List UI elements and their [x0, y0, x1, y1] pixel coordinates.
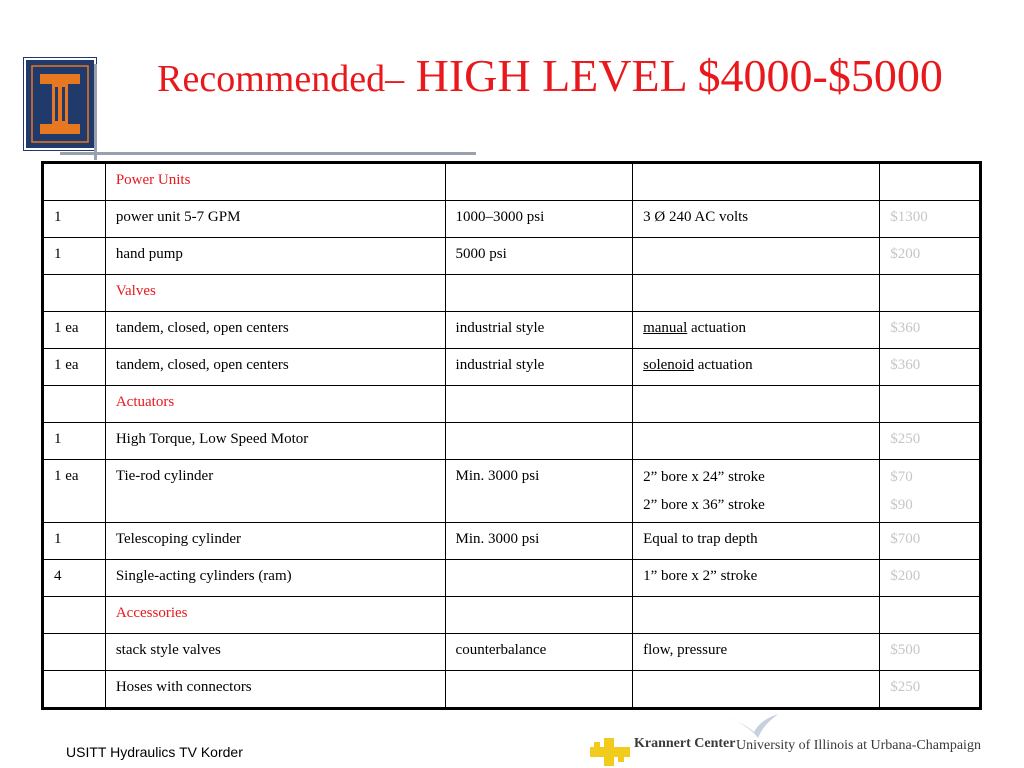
item-cell: stack style valves: [105, 634, 445, 671]
drive-cell: [633, 386, 880, 423]
spec-cell: Min. 3000 psi: [445, 523, 633, 560]
title-main: HIGH LEVEL $4000-$5000: [404, 50, 943, 101]
spec-cell: 5000 psi: [445, 238, 633, 275]
price-cell: $250: [880, 423, 981, 460]
item-cell: hand pump: [105, 238, 445, 275]
price-cell: $200: [880, 238, 981, 275]
price-line: $90: [890, 497, 913, 513]
price-cell: $500: [880, 634, 981, 671]
item-cell: [105, 201, 445, 238]
spec-cell: [445, 163, 633, 201]
drive-cell: [633, 312, 880, 349]
price-cell: [880, 460, 981, 523]
item-cell: Hoses with connectors: [105, 671, 445, 709]
drive-cell: [633, 275, 880, 312]
price-line: $70: [890, 469, 913, 485]
spec-cell: [445, 275, 633, 312]
spec-cell: 1000–3000 psi: [445, 201, 633, 238]
actuation-type: manual: [643, 320, 688, 336]
drive-line: 2” bore x 36” stroke: [643, 497, 765, 513]
table-row-category: [43, 386, 981, 423]
category-label: Accessories: [105, 597, 445, 634]
drive-cell: [633, 349, 880, 386]
drive-cell: [633, 671, 880, 709]
spec-cell: [445, 386, 633, 423]
price-cell: $360: [880, 312, 981, 349]
table-row-category: [43, 275, 981, 312]
table-row: [43, 460, 981, 523]
item-text: Single-acting cylinders: [115, 568, 259, 584]
spec-cell: [445, 597, 633, 634]
actuation-type: solenoid: [643, 357, 694, 373]
qty-cell: [43, 275, 106, 312]
table-row: [43, 201, 981, 238]
price-cell: $360: [880, 349, 981, 386]
slide-title: [110, 50, 990, 113]
krannert-name: Krannert Center: [634, 736, 736, 751]
item-note: (ram): [258, 568, 292, 584]
category-label: Power Units: [105, 163, 445, 201]
price-cell: [880, 386, 981, 423]
decorative-vertical-rule: [94, 64, 97, 160]
item-cell: tandem, closed, open centers: [105, 312, 445, 349]
qty-cell: 4: [43, 560, 106, 597]
qty-cell: 1: [43, 423, 106, 460]
price-cell: [880, 597, 981, 634]
qty-cell: 1 ea: [43, 312, 106, 349]
qty-cell: 1 ea: [43, 349, 106, 386]
price-cell: $200: [880, 560, 981, 597]
qty-cell: [43, 671, 106, 709]
drive-cell: 3 Ø 240 AC volts: [633, 201, 880, 238]
category-label: Actuators: [105, 386, 445, 423]
table-row-category: [43, 163, 981, 201]
krannert-cross-icon: [590, 738, 630, 766]
spec-cell: [445, 560, 633, 597]
drive-cell: [633, 423, 880, 460]
table-row: [43, 523, 981, 560]
table-row-category: [43, 597, 981, 634]
table-row: [43, 349, 981, 386]
spec-cell: [445, 671, 633, 709]
item-cell: tandem, closed, open centers: [105, 349, 445, 386]
spec-cell: Min. 3000 psi: [445, 460, 633, 523]
decorative-horizontal-rule: [60, 152, 476, 155]
spec-cell: industrial style: [445, 312, 633, 349]
title-prefix: Recommended–: [157, 58, 405, 100]
qty-cell: [43, 163, 106, 201]
drive-cell: [633, 238, 880, 275]
item-cell: Telescoping cylinder: [105, 523, 445, 560]
table-row: [43, 671, 981, 709]
spec-cell: industrial style: [445, 349, 633, 386]
qty-cell: [43, 386, 106, 423]
qty-cell: 1 ea: [43, 460, 106, 523]
price-cell: [880, 275, 981, 312]
item-note: 5-7 GPM: [184, 209, 241, 225]
price-cell: [880, 163, 981, 201]
price-cell: $250: [880, 671, 981, 709]
table-row: [43, 560, 981, 597]
university-name: University of Illinois at Urbana-Champaign: [736, 738, 981, 753]
krannert-center-logo: [590, 712, 1020, 768]
actuation-label: actuation: [687, 320, 746, 336]
qty-cell: 1: [43, 201, 106, 238]
qty-cell: [43, 634, 106, 671]
table-row: [43, 634, 981, 671]
drive-cell: [633, 597, 880, 634]
drive-cell: flow, pressure: [633, 634, 880, 671]
table-row: [43, 312, 981, 349]
qty-cell: 1: [43, 238, 106, 275]
qty-cell: [43, 597, 106, 634]
item-text: power unit: [115, 209, 185, 225]
equipment-table: [41, 161, 982, 710]
price-cell: $1300: [880, 201, 981, 238]
table-row: [43, 423, 981, 460]
category-label: Valves: [105, 275, 445, 312]
price-cell: $700: [880, 523, 981, 560]
block-i-icon: [26, 60, 94, 148]
actuation-label: actuation: [693, 357, 753, 373]
item-cell: [105, 560, 445, 597]
item-cell: High Torque, Low Speed Motor: [105, 423, 445, 460]
drive-line: 2” bore x 24” stroke: [643, 469, 765, 485]
spec-cell: [445, 423, 633, 460]
drive-cell: Equal to trap depth: [633, 523, 880, 560]
university-logo: [24, 58, 96, 150]
item-cell: Tie-rod cylinder: [105, 460, 445, 523]
drive-cell: [633, 163, 880, 201]
qty-cell: 1: [43, 523, 106, 560]
drive-cell: 1” bore x 2” stroke: [633, 560, 880, 597]
drive-cell: [633, 460, 880, 523]
footer-caption: USITT Hydraulics TV Korder: [66, 744, 243, 760]
spec-cell: counterbalance: [445, 634, 633, 671]
table-row: [43, 238, 981, 275]
